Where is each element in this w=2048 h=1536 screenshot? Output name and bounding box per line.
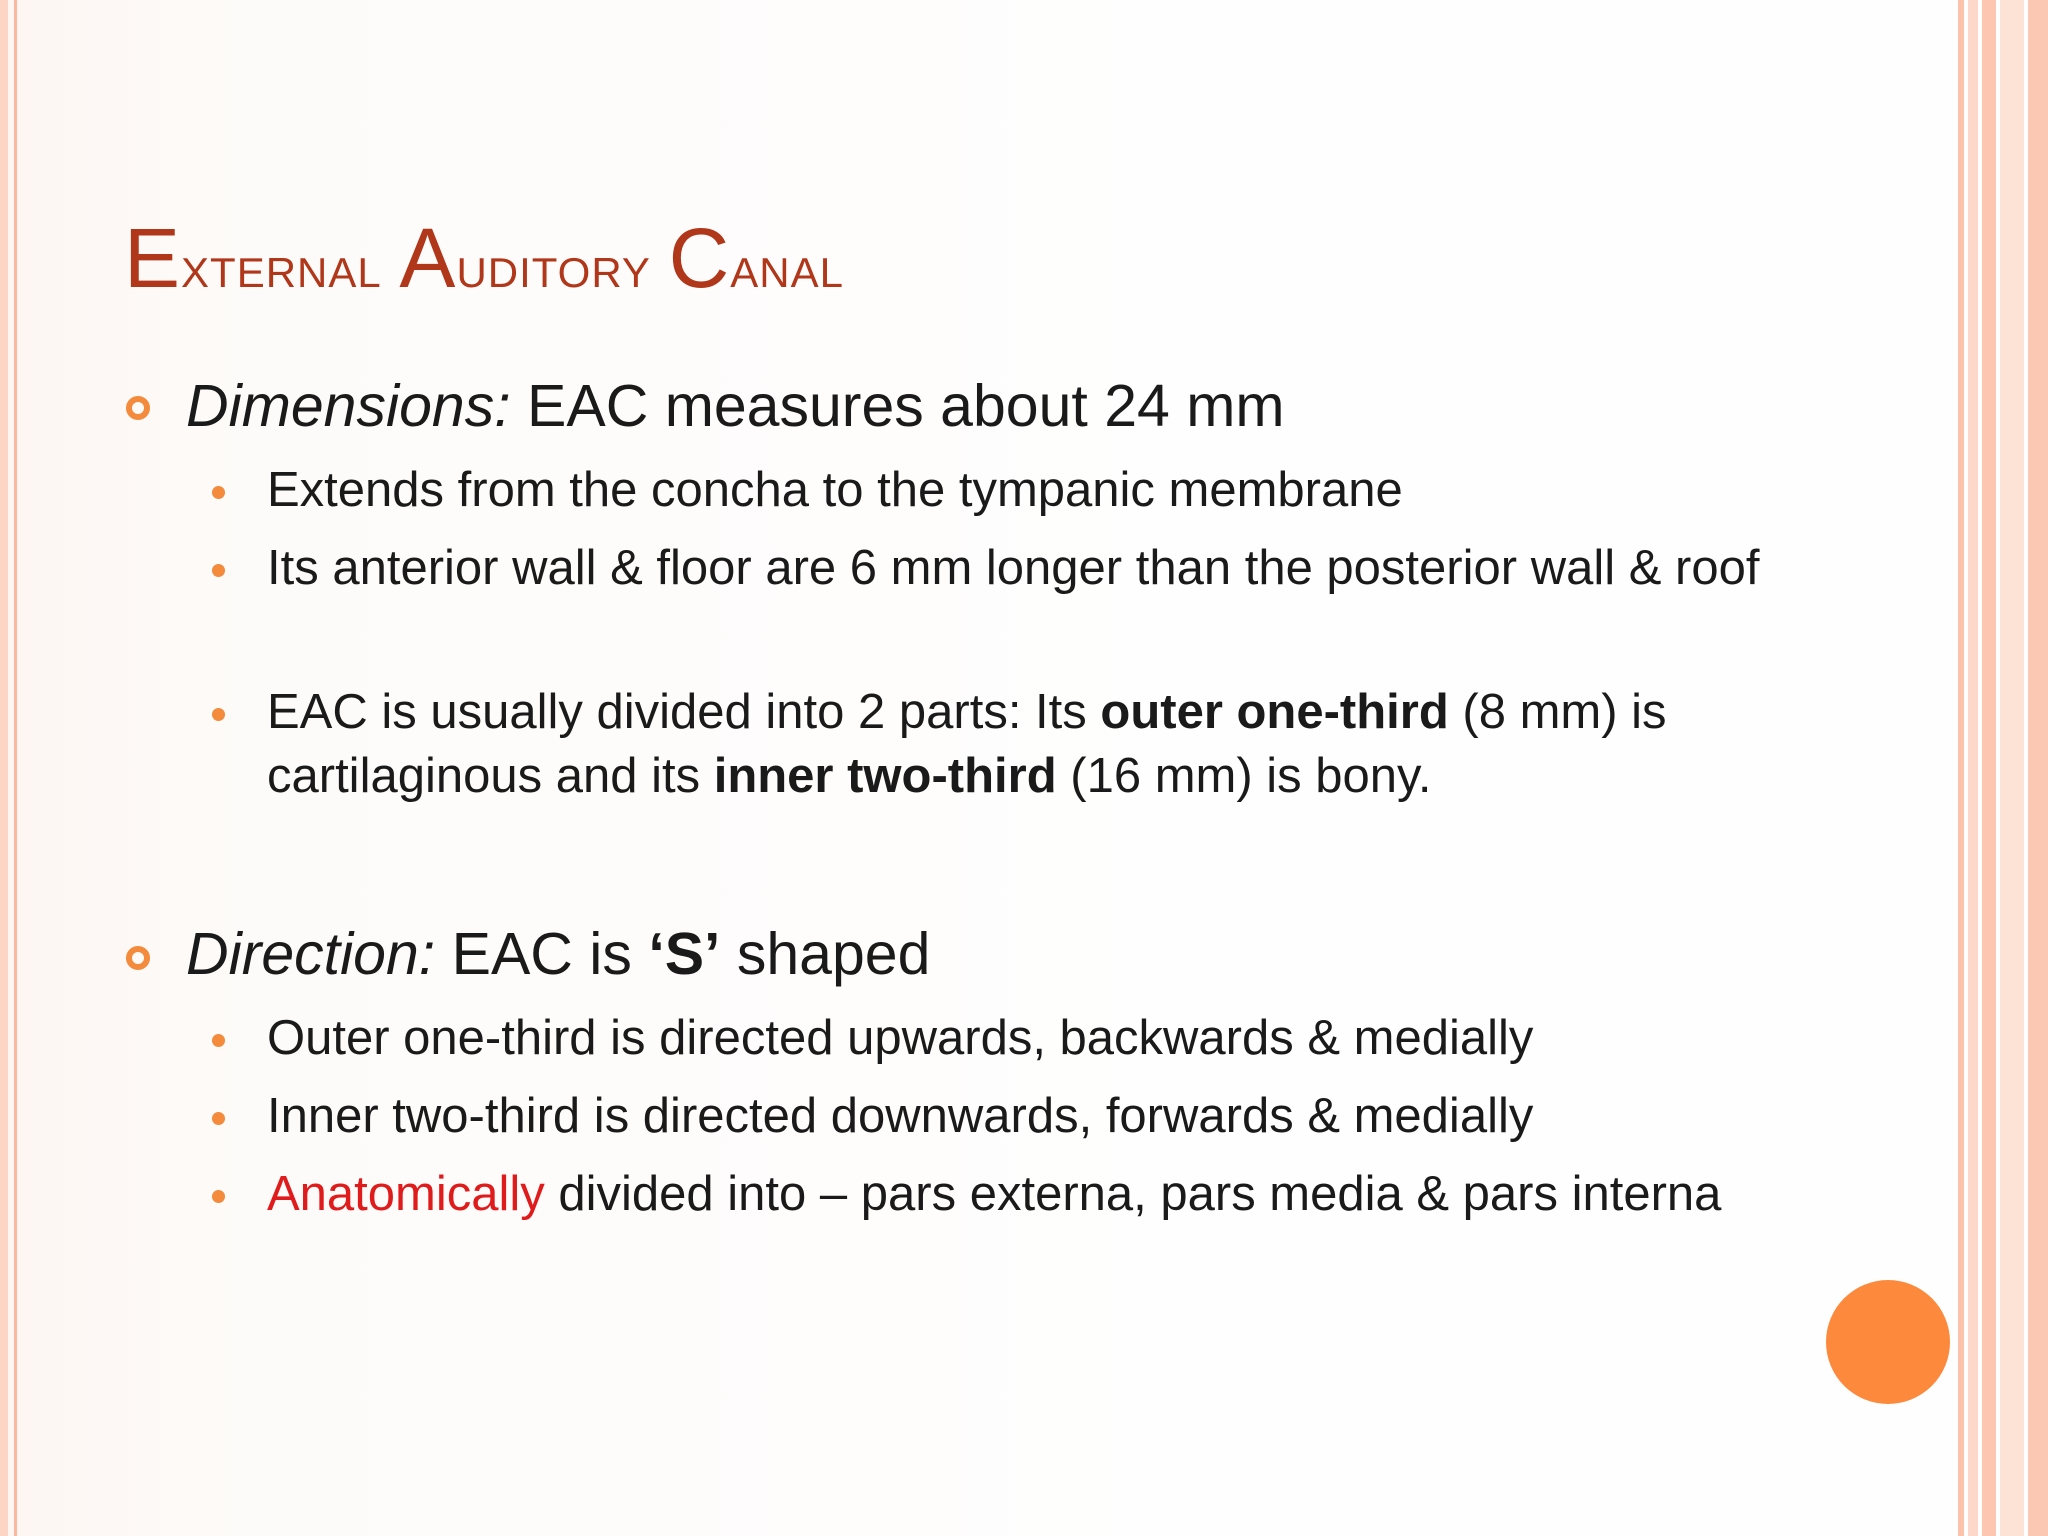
dot-bullet-icon <box>212 1112 225 1125</box>
ring-bullet-icon <box>126 396 150 420</box>
right-decor-stripe <box>1982 0 1996 1536</box>
sub-bullet <box>267 1084 1767 1148</box>
right-decor-stripe <box>1968 0 1978 1536</box>
sub-bullet-text: (8 mm) is cartilaginous and its <box>267 685 1667 803</box>
right-decor-stripe <box>2028 0 2048 1536</box>
bullet-heading-text: EAC is <box>435 921 649 987</box>
title-cap: E <box>124 211 182 305</box>
dot-bullet-icon <box>212 1034 225 1047</box>
sub-bullet <box>267 680 1767 808</box>
left-border-line-thin <box>14 0 17 1536</box>
sub-bullet-text: (16 mm) is bony. <box>1056 749 1432 803</box>
sub-bullet <box>267 1162 1767 1226</box>
title-word: xternal <box>181 233 382 300</box>
bullet-heading-label: Dimensions: <box>186 373 511 439</box>
sub-bullet-text: divided into – pars externa, pars media & pars interna <box>544 1167 1722 1221</box>
sub-bullet-text: Outer one-third is directed upwards, backwards & medially <box>267 1011 1534 1065</box>
bullet-heading-text: shaped <box>720 921 931 987</box>
bullet-heading-label: Direction: <box>186 921 436 987</box>
bullet-heading-text: EAC measures about 24 mm <box>510 373 1285 439</box>
right-decor-stripe <box>1958 0 1964 1536</box>
title-word: anal <box>730 233 844 300</box>
title-cap: C <box>668 211 731 305</box>
orange-circle-decoration <box>1826 1280 1950 1404</box>
title-word: uditory <box>456 233 651 300</box>
dot-bullet-icon <box>212 1190 225 1203</box>
sub-bullet-text: Its anterior wall & floor are 6 mm longer than the posterior wall & roof <box>267 541 1760 595</box>
bullet-dimensions <box>186 372 1285 440</box>
left-border-line <box>0 0 8 1536</box>
ring-bullet-icon <box>126 946 150 970</box>
dot-bullet-icon <box>212 708 225 721</box>
sub-bullet <box>267 1006 1767 1070</box>
sub-bullet <box>267 458 1767 522</box>
bullet-direction <box>186 920 930 988</box>
emphasis-text: inner two-third <box>713 749 1057 803</box>
sub-bullet-text: Extends from the concha to the tympanic membrane <box>267 463 1403 517</box>
highlighted-text: Anatomically <box>267 1167 545 1221</box>
sub-bullet <box>267 536 1767 600</box>
slide-title <box>124 210 844 307</box>
sub-bullet-text: Inner two-third is directed downwards, forwards & medially <box>267 1089 1534 1143</box>
dot-bullet-icon <box>212 564 225 577</box>
emphasis-text: ‘S’ <box>648 921 721 987</box>
sub-bullet-text: EAC is usually divided into 2 parts: Its <box>267 685 1101 739</box>
emphasis-text: outer one-third <box>1100 685 1449 739</box>
title-cap: A <box>399 211 457 305</box>
dot-bullet-icon <box>212 486 225 499</box>
right-decor-stripe <box>2000 0 2024 1536</box>
